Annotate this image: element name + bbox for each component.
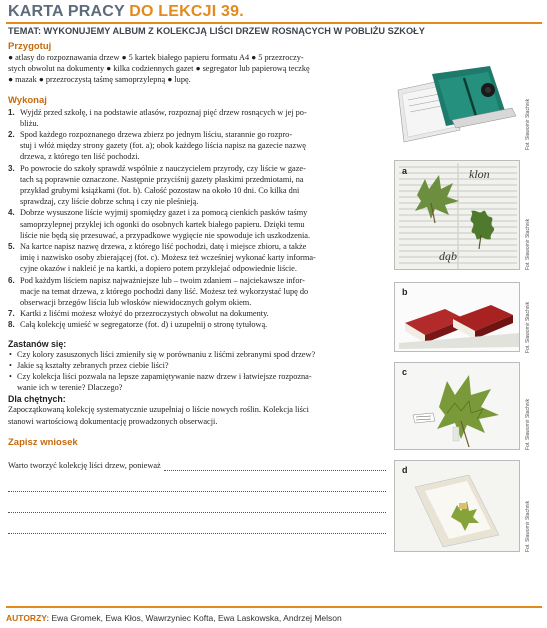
photo-d	[394, 460, 520, 552]
photo-credit: Fot. Sławomir Stachnik	[525, 500, 531, 552]
step-item: 4. Dobrze wysuszone liście wyjmij spomiędzy gazet i za pomocą cienkich pasków taśmy samoprzylepnej przyklej ich ogonki do osobnych kartek białego papieru. Dzięki temu liście nie będą się przesuwać, a przypadkowe wygięcie nie spowoduje ich uszkodzenia.	[8, 208, 311, 240]
photo-a-label: a	[402, 166, 408, 176]
authors-footer	[6, 606, 542, 623]
prepare-line: ● mazak ● przezroczystą taśmę samoprzylepną ● lupę.	[8, 75, 191, 85]
answer-line[interactable]	[8, 503, 386, 513]
step-number: 7.	[8, 309, 15, 319]
photo-credit: Fot. Sławomir Stachnik	[525, 301, 531, 353]
authors-names: Ewa Gromek, Ewa Kłos, Wawrzyniec Kofta, Ewa Laskowska, Andrzej Melson	[51, 613, 342, 623]
photo-b	[394, 282, 520, 352]
label-dab: dąb	[439, 249, 457, 263]
books-press-illustration	[395, 283, 520, 352]
page-header	[6, 2, 542, 24]
step-number: 8.	[8, 320, 15, 330]
step-item: 3. Po powrocie do szkoły sprawdź wspólnie z nauczycielem przyrody, czy liście w gaze- tach są poprawnie oznaczone. Następnie przyciśnij gazety płaskimi przedmiotami, na przykład grubymi książkami (fot. b). Całość pozostaw na około 10 dni. Co kilka dni sprawdzaj, czy liście dobrze schną i czy nie pleśnieją.	[8, 163, 306, 207]
step-item: 6. Pod każdym liściem napisz najważniejsze lub – twoim zdaniem – najciekawsze infor- macje na temat drzewa, z którego pochodzi dany liść. Możesz też wykorzystać lupę do obserwacji brzegów liścia lub włosków niewidocznych gołym okiem.	[8, 275, 309, 308]
execute-heading: Wykonaj	[8, 94, 47, 106]
steps-list	[8, 107, 386, 331]
authors-label: AUTORZY:	[6, 613, 50, 623]
photo-credit: Fot. Sławomir Stachnik	[525, 218, 531, 270]
photo-c-label: c	[402, 367, 408, 377]
photo-credit: Fot. Sławomir Stachnik	[525, 98, 531, 150]
step-item: 7. Kartki z liśćmi możesz włożyć do przezroczystych obwolut na dokumenty.	[8, 309, 269, 319]
prepare-line: stych obwolut na dokumenty ● kilka codziennych gazet ● segregator lub papierową teczkę	[8, 64, 310, 74]
questions-list	[8, 349, 386, 394]
step-item: 2. Spod każdego rozpoznanego drzewa zbierz po jednym liściu, starannie go rozpro- stuj i włóż między strony gazety (fot. a); obok każdego liścia napisz na gazecie nazwę drzewa, z którego ten liść pochodzi.	[8, 130, 306, 162]
answer-line[interactable]	[164, 461, 386, 471]
photo-c	[394, 362, 520, 450]
mounted-leaf-illustration	[395, 363, 520, 450]
question-item: • Czy kolory zasuszonych liści zmieniły się w porównaniu z liśćmi zebranymi spod drzew?	[8, 349, 386, 360]
prepare-list	[8, 52, 386, 86]
supplies-illustration	[394, 60, 520, 148]
main-column	[8, 41, 386, 534]
step-number: 3.	[8, 163, 15, 173]
answer-line[interactable]	[8, 482, 386, 492]
step-number: 6.	[8, 275, 15, 285]
title-accent: DO LEKCJI 39.	[129, 3, 244, 20]
eager-heading: Dla chętnych:	[8, 394, 66, 405]
photo-credit: Fot. Sławomir Stachnik	[525, 398, 531, 450]
prepare-heading: Przygotuj	[8, 41, 52, 52]
step-item: 5. Na kartce napisz nazwę drzewa, z którego liść pochodzi, datę i miejsce zbioru, a także imię i nazwisko osoby zbierającej (fot. c). Możesz też wcześniej wykonać karty informa- cyjne okazów i nakleić je na kartki, a dopiero potem przyklejać odpowiednie liście.	[8, 242, 316, 274]
question-item: • Jakie są kształty zebranych przez ciebie liści?	[8, 360, 386, 371]
think-heading: Zastanów się:	[8, 338, 67, 349]
conclusion-area[interactable]	[8, 460, 386, 534]
eager-text: Zapoczątkowaną kolekcję systematycznie uzupełniaj o liście nowych roślin. Kolekcja liści stanowi wartościową dokumentację prowadzonych obserwacji.	[8, 405, 309, 426]
conclusion-prompt: Warto tworzyć kolekcję liści drzew, ponieważ	[8, 460, 161, 470]
step-item: 8. Całą kolekcję umieść w segregatorze (fot. d) i uzupełnij o stronę tytułową.	[8, 320, 268, 330]
photo-a	[394, 160, 520, 270]
step-item: 1. Wyjdź przed szkołę, i na podstawie atlasów, rozpoznaj pięć drzew rosnących w jej po- bliżu.	[8, 107, 307, 128]
step-number: 1.	[8, 107, 15, 117]
title-main: KARTA PRACY	[8, 3, 125, 20]
lesson-topic: TEMAT: WYKONUJEMY ALBUM Z KOLEKCJĄ LIŚCI DRZEW ROSNĄCYCH W POBLIŻU SZKOŁY	[8, 26, 425, 36]
answer-line[interactable]	[8, 524, 386, 534]
step-number: 2.	[8, 130, 15, 140]
prepare-line: ● atlasy do rozpoznawania drzew ● 5 kartek białego papieru formatu A4 ● 5 przezroczy-	[8, 53, 304, 62]
supplies-photo	[394, 60, 520, 148]
photo-b-label: b	[402, 287, 408, 297]
newspaper-leaves-illustration	[395, 161, 520, 270]
label-klon: klon	[469, 167, 490, 181]
question-item: • Czy kolekcja liści pozwala na lepsze zapamiętywanie nazw drzew i łatwiejsze rozpozna- wanie ich w terenie? Dlaczego?	[8, 371, 386, 393]
photo-d-label: d	[402, 465, 408, 475]
binder-illustration	[395, 461, 520, 552]
conclusion-heading: Zapisz wniosek	[8, 436, 78, 448]
step-number: 5.	[8, 242, 15, 252]
step-number: 4.	[8, 208, 15, 218]
page-title	[8, 3, 244, 21]
